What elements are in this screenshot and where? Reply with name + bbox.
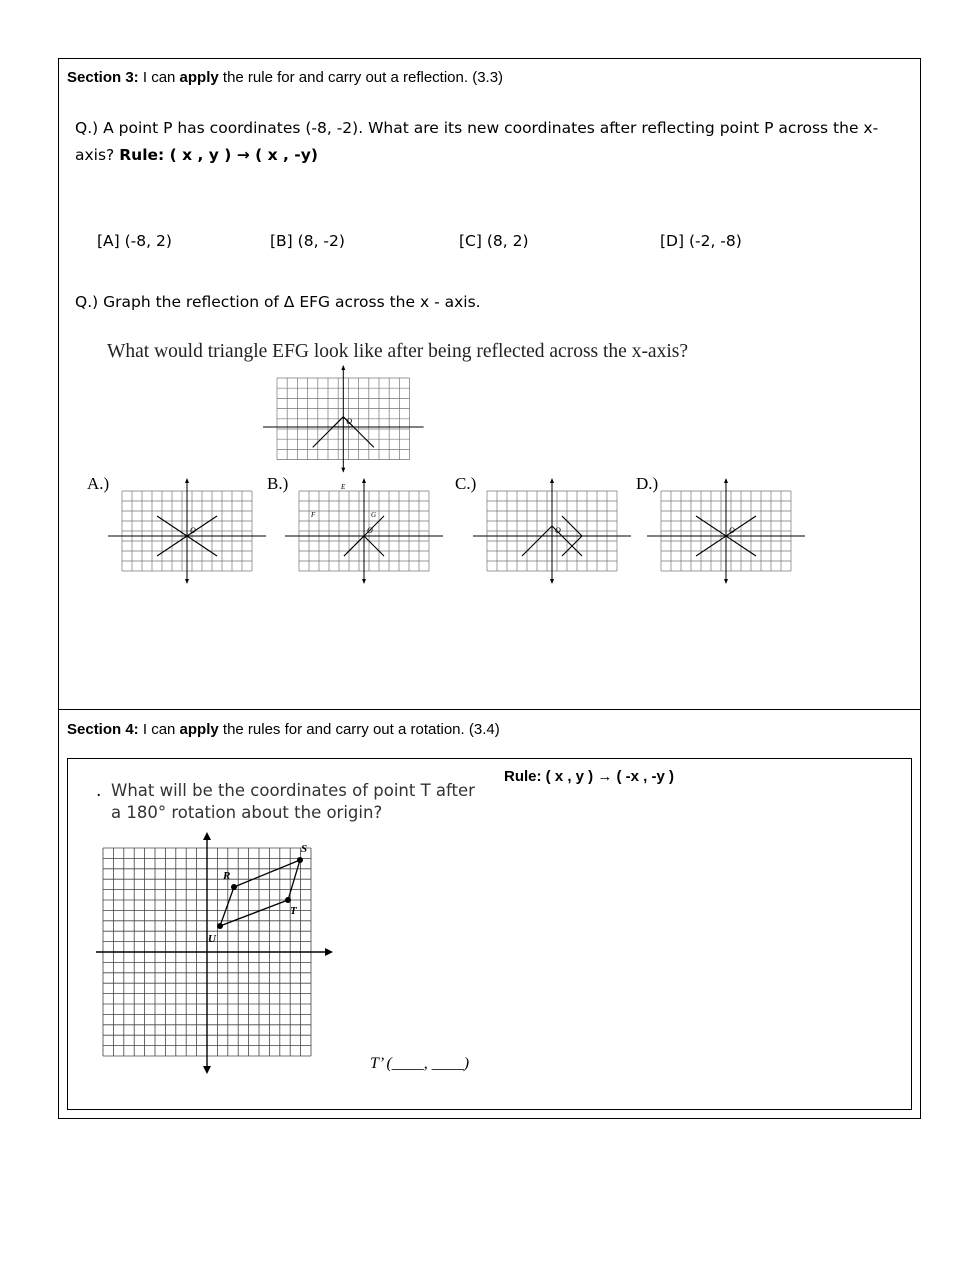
label-u: U	[208, 933, 216, 945]
choice-c[interactable]: [C] (8, 2)	[459, 232, 529, 250]
reflection-figure	[59, 329, 919, 629]
section-4	[58, 709, 921, 1119]
rotation-rule: Rule: ( x , y ) → ( -x , -y )	[504, 768, 675, 785]
question-bullet: .	[96, 781, 102, 801]
label-r: R	[223, 870, 231, 882]
option-a-grid-origin-label: O	[190, 526, 196, 535]
option-label-a[interactable]: A.)	[87, 474, 110, 493]
choice-a[interactable]: [A] (-8, 2)	[97, 232, 172, 250]
section-3-heading: Section 3: I can apply the rule for and carry out a reflection. (3.3)	[67, 69, 504, 86]
parallelogram-rstu	[220, 860, 300, 926]
point-r	[231, 884, 237, 890]
label-t: T	[290, 905, 297, 917]
option-b-grid-origin-label: O	[367, 526, 373, 535]
option-label-b[interactable]: B.)	[267, 474, 289, 493]
question-graph-reflection: Q.) Graph the reflection of Δ EFG across the x - axis.	[75, 293, 481, 311]
choice-b[interactable]: [B] (8, -2)	[270, 232, 345, 250]
section-3	[58, 58, 921, 710]
original-grid	[263, 365, 424, 519]
option-d-grid	[647, 478, 805, 584]
option-d-grid-origin-label: O	[729, 526, 735, 535]
original-grid-origin-label: O	[346, 416, 353, 426]
rotation-question-line2: a 180° rotation about the origin?	[111, 803, 383, 822]
choice-d[interactable]: [D] (-2, -8)	[660, 232, 742, 250]
reflection-rule: Rule: ( x , y ) → ( x , -y)	[119, 146, 318, 164]
point-t	[285, 897, 291, 903]
label-s: S	[301, 843, 308, 855]
rotation-question-line1: What will be the coordinates of point T after	[111, 781, 475, 800]
answer-blank[interactable]: T’ (____, ____)	[370, 1055, 470, 1072]
option-a-grid	[108, 478, 266, 584]
label-g: G	[371, 511, 377, 519]
option-label-d[interactable]: D.)	[636, 474, 659, 493]
point-u	[217, 923, 223, 929]
rotation-graph	[68, 759, 911, 1109]
point-s	[297, 857, 303, 863]
option-label-c[interactable]: C.)	[455, 474, 477, 493]
label-e: E	[341, 483, 346, 491]
figure-question: What would triangle EFG look like after being reflected across the x-axis?	[107, 341, 689, 362]
rotation-question-box	[67, 758, 912, 1110]
section-4-heading: Section 4: I can apply the rules for and carry out a rotation. (3.4)	[67, 721, 500, 738]
option-c-grid	[473, 478, 631, 584]
question-reflection-point: Q.) A point P has coordinates (-8, -2). What are its new coordinates after reflecting point P across the x-axis? Rule: ( x , y ) → ( x , -y)	[75, 119, 879, 164]
option-b-grid	[285, 478, 443, 584]
option-c-grid-origin-label: O	[555, 526, 561, 535]
label-f: F	[311, 511, 316, 519]
